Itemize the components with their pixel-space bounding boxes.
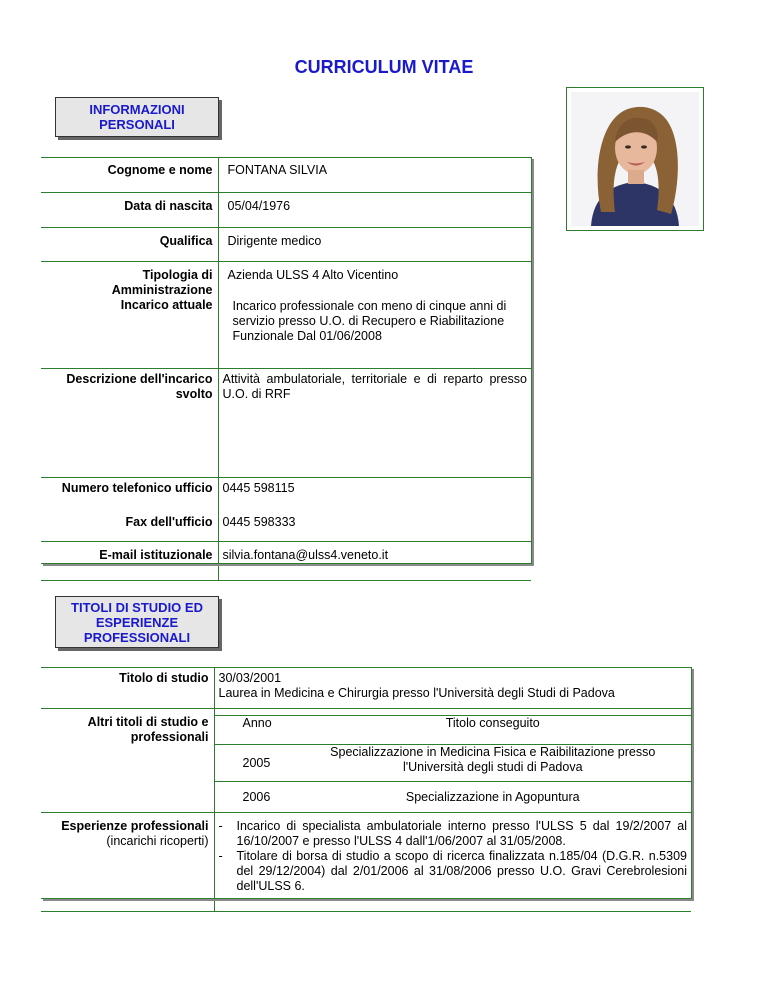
esperienza-item: - Titolare di borsa di studio a scopo di ricerca finalizzata n.185/04 (D.G.R. n.5309 del 29/12/2004) dal 2/01/2006 al 31/08/2006 presso U.O. Gravi Cerebrolesioni dell'ULSS 6. xyxy=(215,849,688,894)
incarico-value: Incarico professionale con meno di cinque anni di servizio presso U.O. di Recupero e Riabilitazione Funzionale Dal 01/06/2008 xyxy=(232,299,507,343)
cognome-label: Cognome e nome xyxy=(41,158,218,193)
row-telefono xyxy=(41,478,531,514)
qualifica-label: Qualifica xyxy=(41,228,218,262)
email-label: E-mail istituzionale xyxy=(41,542,218,581)
page-title: CURRICULUM VITAE xyxy=(294,57,474,77)
altri-label: Altri titoli di studio e professionali xyxy=(41,709,214,813)
profile-photo xyxy=(566,87,704,231)
row-incarico xyxy=(41,298,531,369)
row-nascita xyxy=(41,193,531,228)
titolo-value: Laurea in Medicina e Chirurgia presso l'Università degli Studi di Padova xyxy=(218,686,615,700)
nascita-label: Data di nascita xyxy=(41,193,218,228)
tipologia-value: Azienda ULSS 4 Alto Vicentino xyxy=(218,262,531,299)
fax-value: 0445 598333 xyxy=(222,515,296,529)
row-cognome xyxy=(41,158,531,193)
row-descrizione xyxy=(41,369,531,478)
esperienze-label-cell xyxy=(41,813,214,912)
titolo-date: 30/03/2001 xyxy=(218,671,282,685)
esperienze-list xyxy=(215,819,688,894)
row-altri-titoli xyxy=(41,709,691,813)
esperienze-sub: (incarichi ricoperti) xyxy=(106,834,209,848)
row-titolo xyxy=(41,668,691,709)
fax-label: Fax dell'ufficio xyxy=(41,513,218,542)
row-email xyxy=(41,542,531,581)
descrizione-value: Attività ambulatoriale, territoriale e di reparto presso U.O. di RRF xyxy=(218,369,531,478)
descrizione-label: Descrizione dell'incarico svolto xyxy=(41,369,218,478)
anno-2005: 2005 xyxy=(215,745,295,782)
section-studies-label: TITOLI DI STUDIO ED ESPERIENZE PROFESSIONALI xyxy=(55,596,219,648)
studies-table xyxy=(41,667,691,912)
cognome-value: FONTANA SILVIA xyxy=(218,158,531,193)
esperienze-cell xyxy=(214,813,691,912)
row-esperienze xyxy=(41,813,691,912)
row-fax xyxy=(41,513,531,542)
altri-cell xyxy=(214,709,691,813)
nascita-value: 05/04/1976 xyxy=(218,193,531,228)
titolo-cell xyxy=(214,668,691,709)
portrait-image xyxy=(571,92,699,226)
col-titolo-header: Titolo conseguito xyxy=(295,716,692,745)
section-personal-info-label: INFORMAZIONI PERSONALI xyxy=(55,97,219,137)
row-qualifica xyxy=(41,228,531,262)
personal-info-table xyxy=(41,157,531,581)
telefono-value: 0445 598115 xyxy=(218,478,531,514)
titolo-2005: Specializzazione in Medicina Fisica e Raibilitazione presso l'Università degli studi di Padova xyxy=(295,745,692,782)
esperienze-label: Esperienze professionali xyxy=(61,819,209,833)
col-anno-header: Anno xyxy=(215,716,295,745)
titolo-2006: Specializzazione in Agopuntura xyxy=(295,782,692,813)
altri-titoli-subtable xyxy=(215,715,692,812)
esperienza-item: - Incarico di specialista ambulatoriale interno presso l'ULSS 5 dal 19/2/2007 al 16/10/2007 e presso l'ULSS 4 dall'1/06/2007 al 31/05/2008. xyxy=(215,819,688,849)
incarico-label: Incarico attuale xyxy=(41,298,218,369)
qualifica-value: Dirigente medico xyxy=(218,228,531,262)
tipologia-label: Tipologia di Amministrazione xyxy=(41,262,218,299)
telefono-label: Numero telefonico ufficio xyxy=(41,478,218,514)
email-value: silvia.fontana@ulss4.veneto.it xyxy=(218,542,531,581)
titolo-label: Titolo di studio xyxy=(41,668,214,709)
anno-2006: 2006 xyxy=(215,782,295,813)
row-tipologia xyxy=(41,262,531,299)
